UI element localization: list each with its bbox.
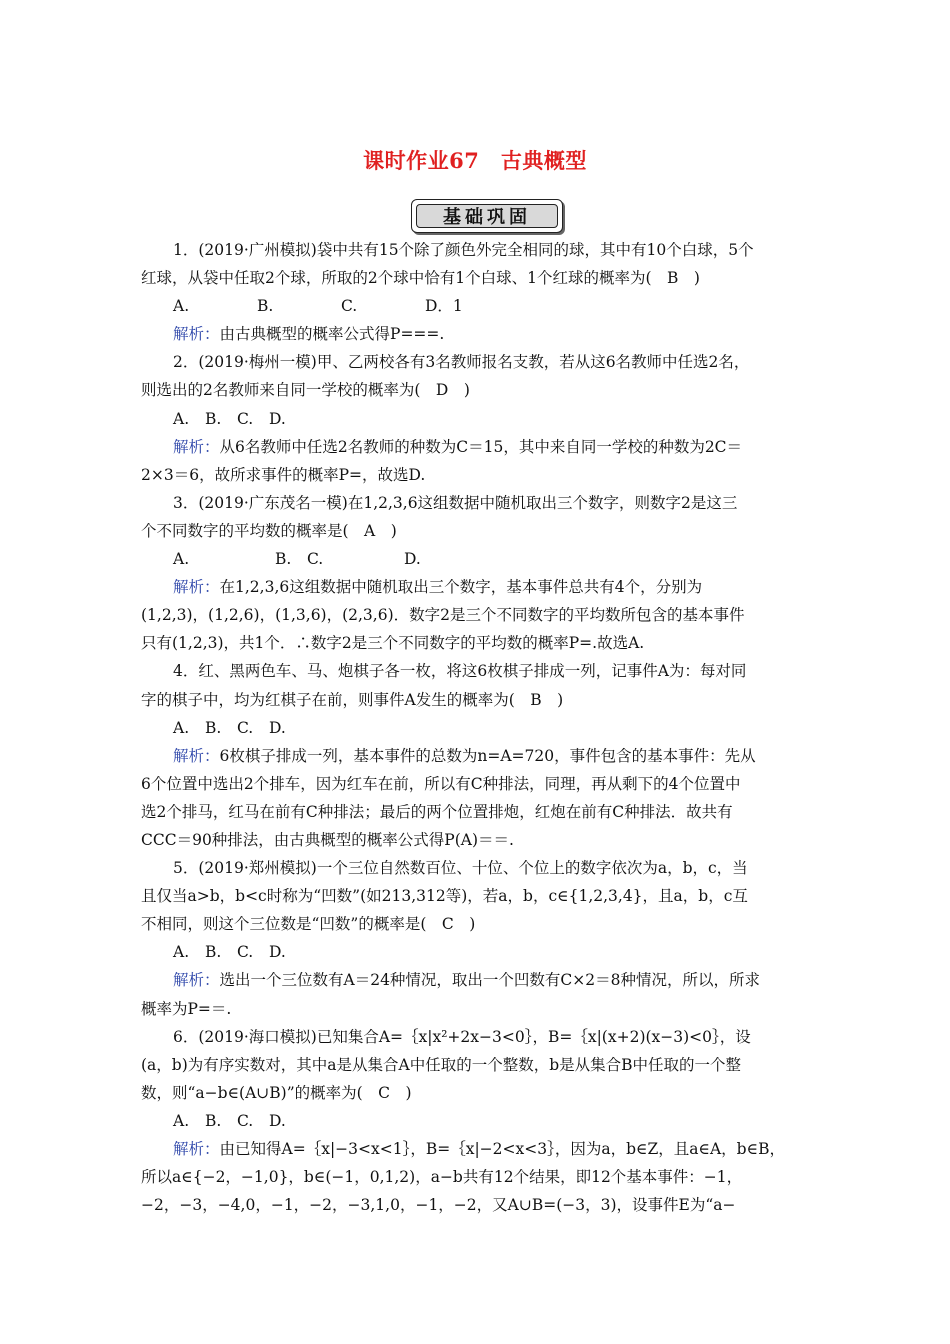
option-b: B.	[275, 550, 292, 569]
question-6-options	[141, 1107, 811, 1135]
question-5-options	[141, 938, 811, 966]
question-4-analysis-line-2: 6个位置中选出2个排车，因为红车在前，所以有C种排法，同理，再从剩下的4个位置中	[141, 774, 741, 793]
analysis-label: 解析：	[173, 578, 220, 597]
option-b: B.	[257, 297, 274, 316]
option-a: A.	[173, 297, 190, 316]
question-2-analysis-line-1	[141, 433, 811, 461]
option-d: D.	[269, 718, 286, 737]
analysis-text: 从6名教师中任选2名教师的种数为C＝15，其中来自同一学校的种数为2C＝	[219, 437, 743, 456]
question-6-stem-line-2: (a，b)为有序实数对，其中a是从集合A中任取的一个整数，b是从集合B中任取的一个整	[141, 1055, 742, 1074]
question-4-options	[141, 714, 811, 742]
section-badge	[411, 199, 563, 233]
analysis-label: 解析：	[173, 437, 220, 456]
analysis-text: 在1,2,3,6这组数据中随机取出三个数字，基本事件总共有4个，分别为	[219, 578, 703, 597]
question-6-analysis-line-2: 所以a∈{−2，−1,0}，b∈(−1，0,1,2)，a−b共有12个结果，即12个基本事件：−1，	[141, 1168, 743, 1187]
question-4-analysis-line-4: CCC＝90种排法，由古典概型的概率公式得P(A)＝＝.	[141, 830, 514, 849]
question-3-stem-line-1: 3．(2019·广东茂名一模)在1,2,3,6这组数据中随机取出三个数字，则数字2是这三	[173, 493, 738, 512]
question-3-analysis-line-2: (1,2,3)，(1,2,6)，(1,3,6)，(2,3,6)．数字2是三个不同数字的平均数所包含的基本事件	[141, 606, 745, 625]
question-3-stem-line-2: 个不同数字的平均数的概率是( A )	[141, 521, 397, 540]
option-c: C.	[237, 409, 254, 428]
question-5-analysis-line-2: 概率为P=＝.	[141, 999, 232, 1018]
option-c: C.	[237, 943, 254, 962]
question-4-analysis-line-3: 选2个排马，红马在前有C种排法；最后的两个位置排炮，红炮在前有C种排法．故共有	[141, 802, 733, 821]
question-4-stem-line-2: 字的棋子中，均为红棋子在前，则事件A发生的概率为( B )	[141, 690, 564, 709]
option-d: D.	[269, 943, 286, 962]
question-4-analysis-line-1	[141, 742, 811, 770]
option-a: A.	[173, 550, 190, 569]
question-2-stem-line-1: 2．(2019·梅州一模)甲、乙两校各有3名教师报名支教，若从这6名教师中任选2名，	[173, 353, 750, 372]
analysis-label: 解析：	[173, 325, 220, 344]
analysis-label: 解析：	[173, 746, 220, 765]
option-b: B.	[205, 409, 222, 428]
page-title: 课时作业67 古典概型	[363, 148, 587, 173]
question-5-stem-line-2: 且仅当a>b，b<c时称为“凹数”(如213,312等)，若a，b，c∈{1,2,3,4}，且a，b，c互	[141, 887, 748, 906]
option-d: D.	[269, 1111, 286, 1130]
option-a: A.	[173, 943, 190, 962]
option-d: D.	[269, 409, 286, 428]
option-d: D．1	[425, 297, 463, 316]
option-b: B.	[205, 718, 222, 737]
question-3-analysis-line-1	[141, 573, 811, 601]
question-6-stem-line-3: 数，则“a−b∈(A∪B)”的概率为( C )	[141, 1083, 412, 1102]
question-5-analysis-line-1	[141, 966, 811, 994]
analysis-label: 解析：	[173, 1140, 220, 1158]
option-c: C.	[237, 718, 254, 737]
question-5-stem-line-1: 5．(2019·郑州模拟)一个三位自然数百位、十位、个位上的数字依次为a，b，c，当	[173, 859, 748, 878]
analysis-text: 由古典概型的概率公式得P===.	[219, 325, 445, 344]
option-b: B.	[205, 1111, 222, 1130]
question-2-options	[141, 405, 811, 433]
question-6-analysis-line-1	[141, 1135, 811, 1163]
question-2-analysis-line-2: 2×3＝6，故所求事件的概率P=，故选D.	[141, 465, 426, 484]
option-a: A.	[173, 409, 190, 428]
question-1-analysis-line-1	[141, 320, 811, 348]
question-3-analysis-line-3: 只有(1,2,3)，共1个．∴数字2是三个不同数字的平均数的概率P=.故选A.	[141, 634, 645, 653]
option-a: A.	[173, 718, 190, 737]
question-1-stem-line-2: 红球，从袋中任取2个球，所取的2个球中恰有1个白球、1个红球的概率为( B )	[141, 269, 700, 288]
question-4-stem-line-1: 4．红、黑两色车、马、炮棋子各一枚，将这6枚棋子排成一列，记事件A为：每对同	[173, 662, 747, 681]
analysis-text: 6枚棋子排成一列，基本事件的总数为n=A=720，事件包含的基本事件：先从	[219, 746, 756, 765]
option-c: C.	[307, 550, 324, 569]
option-d: D.	[404, 550, 421, 569]
question-2-stem-line-2: 则选出的2名教师来自同一学校的概率为( D )	[141, 381, 470, 400]
question-6-stem-line-1: 6．(2019·海口模拟)已知集合A=｛x|x²+2x−3<0｝，B=｛x|(x+2)(x−3)<0｝，设	[173, 1027, 751, 1046]
question-list	[141, 236, 811, 1219]
question-5-stem-line-3: 不相同，则这个三位数是“凹数”的概率是( C )	[141, 915, 476, 934]
option-c: C.	[341, 297, 358, 316]
option-c: C.	[237, 1111, 254, 1130]
question-3-options	[141, 545, 811, 573]
analysis-text: 由已知得A=｛x|−3<x<1｝，B=｛x|−2<x<3｝，因为a，b∈Z，且a∈A，b∈B，	[219, 1140, 785, 1158]
section-badge-label: 基础巩固	[416, 204, 558, 228]
question-6-analysis-line-3: −2，−3，−4,0，−1，−2，−3,1,0，−1，−2，又A∪B=(−3，3)，设事件E为“a−	[141, 1196, 736, 1215]
option-b: B.	[205, 943, 222, 962]
question-1-options	[141, 292, 811, 320]
question-1-stem-line-1: 1．(2019·广州模拟)袋中共有15个除了颜色外完全相同的球，其中有10个白球，5个	[173, 241, 754, 259]
option-a: A.	[173, 1111, 190, 1130]
analysis-label: 解析：	[173, 971, 220, 990]
analysis-text: 选出一个三位数有A＝24种情况，取出一个凹数有C×2＝8种情况，所以，所求	[219, 971, 761, 990]
